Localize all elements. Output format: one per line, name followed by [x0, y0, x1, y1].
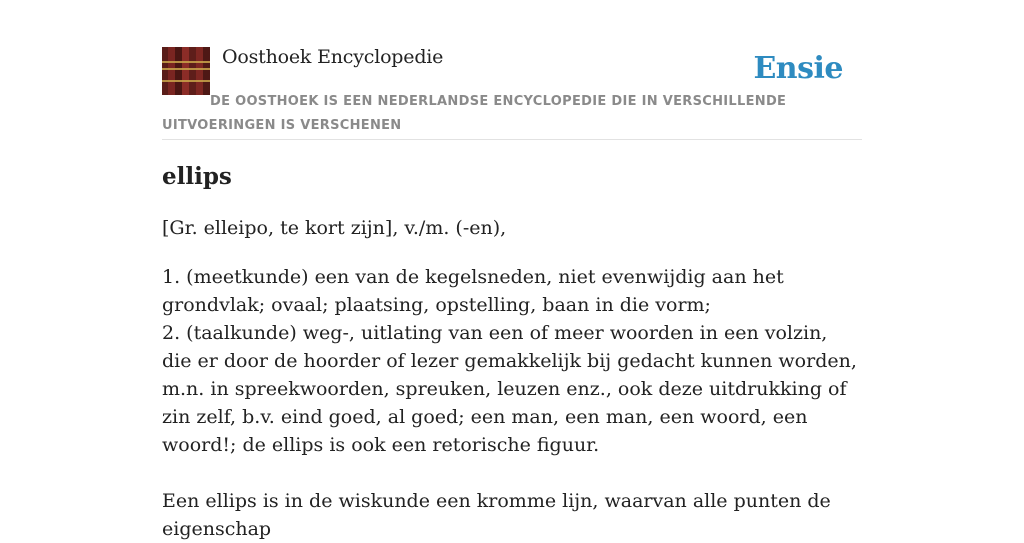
site-tagline: DE OOSTHOEK IS EEN NEDERLANDSE ENCYCLOPEDIE DIE IN VERSCHILLENDE UITVOERINGEN IS VERSCHENEN — [162, 94, 787, 133]
paragraph-gap — [162, 459, 862, 487]
meaning-2: 2. (taalkunde) weg-, uitlating van een of meer woorden in een volzin, die er door de hoorder of lezer gemakkelijk bij gedacht kunnen worden, m.n. in spreekwoorden, spreuken, leuzen enz., ook deze uitdrukking of zin zelf, b.v. eind goed, al goed; een man, een man, een woord, een woord!; de ellips is ook een retorische figuur. — [162, 322, 857, 456]
site-header — [162, 0, 862, 140]
article-title: ellips — [162, 163, 232, 190]
site-title[interactable]: Oosthoek Encyclopedie — [222, 46, 444, 68]
etymology: [Gr. elleipo, te kort zijn], v./m. (-en), — [162, 217, 507, 239]
ensie-logo[interactable]: Ensie — [753, 51, 843, 86]
page-container — [162, 0, 862, 540]
meaning-1: 1. (meetkunde) een van de kegelsneden, niet evenwijdig aan het grondvlak; ovaal; plaatsing, opstelling, baan in die vorm; — [162, 266, 784, 316]
paragraph-2: Een ellips is in de wiskunde een kromme lijn, waarvan alle punten de eigenschap — [162, 490, 831, 540]
encyclopedia-avatar[interactable] — [162, 47, 210, 95]
definition-body — [162, 263, 862, 543]
